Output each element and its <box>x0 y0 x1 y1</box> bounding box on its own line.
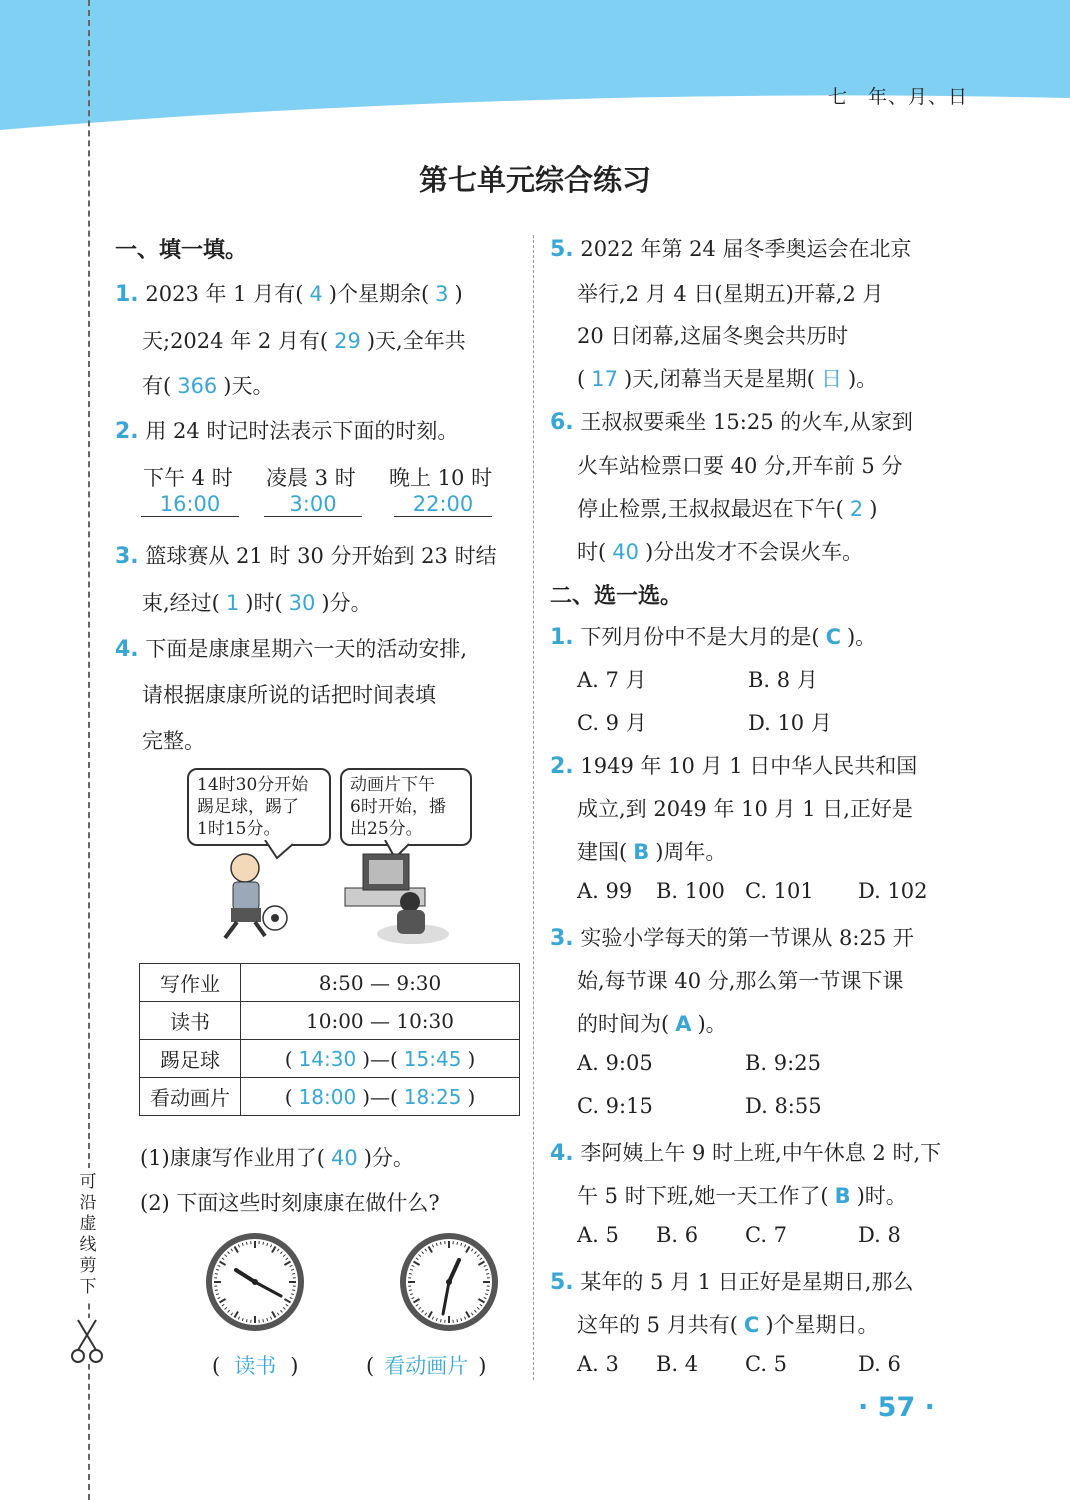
answer: 17 <box>591 367 618 391</box>
time-cell: ( 14:30 )—( 15:45 ) <box>241 1040 520 1078</box>
c5-opt-b: B. 4 <box>656 1352 699 1376</box>
q2-answer-2: 3:00 <box>264 492 362 517</box>
c3-opt-d: D. 8:55 <box>745 1094 822 1118</box>
answer: 40 <box>612 540 639 564</box>
activity-cell: 写作业 <box>140 964 241 1002</box>
column-divider <box>533 235 534 1380</box>
activity-cell: 看动画片 <box>140 1078 241 1116</box>
c4-opt-c: C. 7 <box>745 1223 788 1247</box>
c4-opt-b: B. 6 <box>656 1223 699 1247</box>
answer: 3 <box>435 282 449 306</box>
q5-line1: 5. 2022 年第 24 届冬季奥运会在北京 <box>550 237 912 262</box>
c3-opt-b: B. 9:25 <box>745 1051 821 1075</box>
answer: 2 <box>849 497 864 521</box>
c2-opt-a: A. 99 <box>577 879 633 903</box>
c1-opt-b: B. 8 月 <box>748 668 818 692</box>
q4-sub1: (1)康康写作业用了( 40 )分。 <box>140 1146 414 1170</box>
q2-answer-3: 22:00 <box>394 492 492 517</box>
q4-line3: 完整。 <box>142 729 205 753</box>
speech-bubble-soccer: 14时30分开始 踢足球，踢了 1时15分。 <box>187 768 331 846</box>
table-row <box>140 1002 520 1040</box>
time-cell: 8:50 — 9:30 <box>241 964 520 1002</box>
q2-label-2: 凌晨 3 时 <box>266 466 356 490</box>
q1-line3: 有( 366 )天。 <box>142 374 274 398</box>
c3-line1: 3. 实验小学每天的第一节课从 8:25 开 <box>550 926 914 951</box>
c2-opt-b: B. 100 <box>656 879 725 903</box>
c1-line: 1. 下列月份中不是大月的是( C )。 <box>550 625 877 650</box>
answer: 40 <box>330 1146 358 1170</box>
c5-opt-c: C. 5 <box>745 1352 788 1376</box>
answer: 29 <box>334 329 361 353</box>
c2-opt-c: C. 101 <box>745 879 814 903</box>
q4-sub2: (2) 下面这些时刻康康在做什么? <box>140 1191 440 1215</box>
q2-line: 2. 用 24 时记时法表示下面的时刻。 <box>115 419 459 444</box>
answer: B <box>633 840 650 864</box>
c5-line2: 这年的 5 月共有( C )个星期日。 <box>577 1313 879 1337</box>
q4-line1: 4. 下面是康康星期六一天的活动安排, <box>115 637 468 662</box>
q1-line2: 天;2024 年 2 月有( 29 )天,全年共 <box>142 329 466 353</box>
answer: C <box>743 1313 760 1337</box>
scissors-icon <box>70 1318 104 1364</box>
c2-line1: 2. 1949 年 10 月 1 日中华人民共和国 <box>550 754 918 779</box>
q6-line4: 时( 40 )分出发才不会误火车。 <box>577 540 864 564</box>
c2-line2: 成立,到 2049 年 10 月 1 日,正好是 <box>577 797 913 821</box>
clock-icon-1 <box>203 1230 307 1334</box>
q6-line1: 6. 王叔叔要乘坐 15:25 的火车,从家到 <box>550 410 913 435</box>
q6-line3: 停止检票,王叔叔最迟在下午( 2 ) <box>577 497 878 521</box>
speech-bubble-cartoon: 动画片下午 6时开始，播 出25分。 <box>340 768 472 846</box>
c1-opt-d: D. 10 月 <box>748 711 832 735</box>
q5-line4: ( 17 )天,闭幕当天是星期( 日 )。 <box>577 367 878 391</box>
answer: B <box>834 1184 851 1208</box>
c4-opt-a: A. 5 <box>577 1223 619 1247</box>
schedule-table <box>139 963 520 1116</box>
q5-line3: 20 日闭幕,这届冬奥会共历时 <box>577 324 849 348</box>
answer: 14:30 <box>298 1046 357 1071</box>
q4-line2: 请根据康康所说的话把时间表填 <box>142 683 436 707</box>
answer: 30 <box>288 591 316 615</box>
table-row <box>140 1078 520 1116</box>
answer: 看动画片 <box>384 1354 469 1378</box>
cut-hint: 可 沿 虚 线 剪 下 <box>74 1168 102 1302</box>
page-title: 第七单元综合练习 <box>418 163 651 197</box>
c3-line2: 始,每节课 40 分,那么第一节课下课 <box>577 969 904 993</box>
clock-answer-1: ( 读书 ) <box>212 1354 299 1378</box>
q2-answer-1: 16:00 <box>141 492 239 517</box>
activity-cell: 读书 <box>140 1002 241 1040</box>
c4-line2: 午 5 时下班,她一天工作了( B )时。 <box>577 1184 907 1208</box>
answer: 1 <box>225 591 240 615</box>
clock-answer-2: ( 看动画片 ) <box>366 1354 487 1378</box>
q1-line1: 1. 2023 年 1 月有( 4 )个星期余( 3 ) <box>115 282 463 307</box>
answer: 日 <box>821 367 842 391</box>
c5-opt-d: D. 6 <box>858 1352 901 1376</box>
answer: 18:25 <box>403 1084 462 1109</box>
c3-opt-c: C. 9:15 <box>577 1094 653 1118</box>
c4-opt-d: D. 8 <box>858 1223 901 1247</box>
q6-line2: 火车站检票口要 40 分,开车前 5 分 <box>577 454 903 478</box>
answer: A <box>675 1012 692 1036</box>
q2-label-3: 晚上 10 时 <box>389 466 493 490</box>
answer: 15:45 <box>403 1046 462 1071</box>
answer: 366 <box>177 374 218 398</box>
answer: C <box>825 625 841 649</box>
illustration-kids <box>195 840 455 950</box>
answer: 4 <box>309 282 323 306</box>
time-cell: 10:00 — 10:30 <box>241 1002 520 1040</box>
c5-line1: 5. 某年的 5 月 1 日正好是星期日,那么 <box>550 1270 914 1295</box>
c3-opt-a: A. 9:05 <box>577 1051 653 1075</box>
q2-label-1: 下午 4 时 <box>143 466 233 490</box>
c1-opt-a: A. 7 月 <box>577 668 647 692</box>
q5-line2: 举行,2 月 4 日(星期五)开幕,2 月 <box>577 282 884 306</box>
answer: 18:00 <box>298 1084 357 1109</box>
unit-label: 七 年、月、日 <box>828 86 969 108</box>
c2-line3: 建国( B )周年。 <box>577 840 727 864</box>
q3-line2: 束,经过( 1 )时( 30 )分。 <box>142 591 372 615</box>
activity-cell: 踢足球 <box>140 1040 241 1078</box>
time-cell: ( 18:00 )—( 18:25 ) <box>241 1078 520 1116</box>
page-number: · 57 · <box>858 1392 935 1423</box>
table-row <box>140 1040 520 1078</box>
section-choose: 二、选一选。 <box>550 584 683 609</box>
q3-line1: 3. 篮球赛从 21 时 30 分开始到 23 时结 <box>115 544 497 569</box>
c1-opt-c: C. 9 月 <box>577 711 647 735</box>
c4-line1: 4. 李阿姨上午 9 时上班,中午休息 2 时,下 <box>550 1141 942 1166</box>
header-band <box>0 0 1070 130</box>
clock-icon-2 <box>397 1230 501 1334</box>
table-row <box>140 964 520 1002</box>
c2-opt-d: D. 102 <box>858 879 928 903</box>
c3-line3: 的时间为( A )。 <box>577 1012 727 1036</box>
section-fill-in: 一、填一填。 <box>115 238 248 263</box>
c5-opt-a: A. 3 <box>577 1352 619 1376</box>
answer: 读书 <box>234 1354 277 1378</box>
